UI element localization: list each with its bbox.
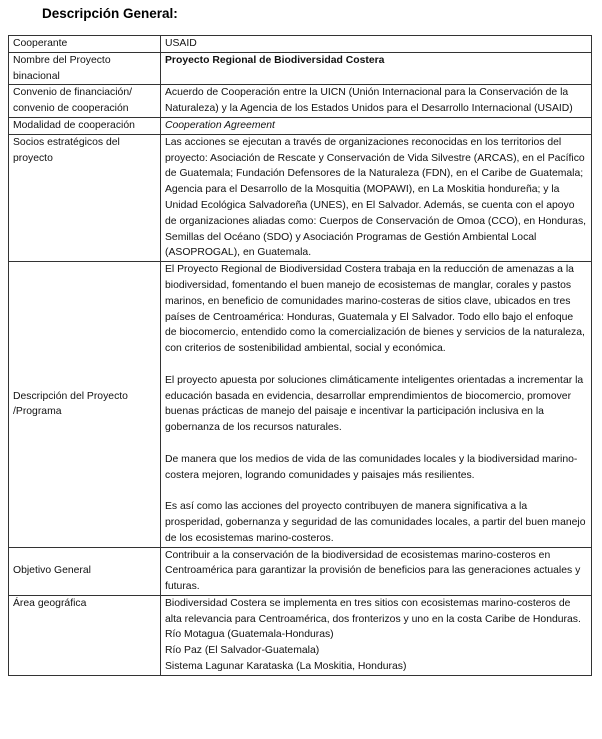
site-item: Río Paz (El Salvador-Guatemala) (165, 645, 320, 657)
row-label: Objetivo General (9, 547, 161, 595)
site-item: Río Motagua (Guatemala-Honduras) (165, 629, 334, 641)
paragraph: El Proyecto Regional de Biodiversidad Costera trabaja en la reducción de amenazas a la biodiversidad, fomentando el buen manejo de ecosistemas de manglar, corales y pastos marinos, en beneficio de comunidades marino-costeras de sitios clave, ubicados en tres países de Centroamérica: Honduras, Guatemala y El Salvador. Todo ello bajo el enfoque de biocomercio, entendido como la comercialización de bienes y servicios de la naturaleza, con criterios de sostenibilidad ambiental, social y económica. (165, 264, 585, 355)
row-value (161, 595, 592, 675)
table-row-cooperante (9, 36, 592, 53)
table-row-objetivo (9, 547, 592, 595)
paragraph: El proyecto apuesta por soluciones climáticamente inteligentes orientadas a incrementar la educación basada en evidencia, desarrollar emprendimientos de biocomercio, promover buenas prácticas de manejo del paisaje e incentivar la participación inclusiva en la gobernanza de los recursos naturales. (165, 374, 584, 434)
project-info-table (8, 35, 592, 676)
area-intro: Biodiversidad Costera se implementa en tres sitios con ecosistemas marino-costeros de alta relevancia para Centroamérica, dos fronterizos y uno en la costa Caribe de Honduras. (165, 597, 581, 625)
site-item: Sistema Lagunar Karataska (La Moskitia, Honduras) (165, 661, 407, 673)
table-row-convenio (9, 85, 592, 118)
table-row-modalidad (9, 117, 592, 134)
row-label: Área geográfica (9, 595, 161, 675)
row-value: Contribuir a la conservación de la biodiversidad de ecosistemas marino-costeros en Centroamérica para garantizar la provisión de beneficios para las generaciones actuales y futuras. (161, 547, 592, 595)
row-label: Cooperante (9, 36, 161, 53)
table-row-nombre (9, 52, 592, 85)
row-label: Nombre del Proyecto binacional (9, 52, 161, 85)
row-value: USAID (161, 36, 592, 53)
row-value: Las acciones se ejecutan a través de organizaciones reconocidas en los territorios del proyecto: Asociación de Rescate y Conservación de Vida Silvestre (ARCAS), en el Pacífico de Guatemala; Fundación Defensores de la Naturaleza (FDN), en el Caribe de Guatemala; Agencia para el Desarrollo de la Mosquitia (MOPAWI), en La Moskitia hondureña; y la Unidad Ecológica Salvadoreña (UNES), en El Salvador. Además, se cuenta con el apoyo de organizaciones aliadas como: Cuerpos de Conservación de Omoa (CCO), en Honduras, Semillas del Océano (SDO) y Asociación Programas de Gestión Ambiental Local (ASOPROGAL), en Guatemala. (161, 134, 592, 261)
row-label: Convenio de financiación/ convenio de cooperación (9, 85, 161, 118)
table-row-socios (9, 134, 592, 261)
table-row-area (9, 595, 592, 675)
row-value: Cooperation Agreement (161, 117, 592, 134)
row-value (161, 262, 592, 547)
row-label: Socios estratégicos del proyecto (9, 134, 161, 261)
table-row-descripcion (9, 262, 592, 547)
paragraph: De manera que los medios de vida de las comunidades locales y la biodiversidad marino-costera mejoren, logrando comunidades y paisajes más resilientes. (165, 453, 578, 481)
section-heading: Descripción General: (42, 6, 178, 21)
row-label: Descripción del Proyecto /Programa (9, 262, 161, 547)
row-value: Acuerdo de Cooperación entre la UICN (Unión Internacional para la Conservación de la Naturaleza) y la Agencia de los Estados Unidos para el Desarrollo Internacional (USAID) (161, 85, 592, 118)
row-value: Proyecto Regional de Biodiversidad Costera (161, 52, 592, 85)
paragraph: Es así como las acciones del proyecto contribuyen de manera significativa a la prosperidad, gobernanza y seguridad de las comunidades locales, a partir del buen manejo de los ecosistemas marino-costeros. (165, 501, 586, 544)
row-label: Modalidad de cooperación (9, 117, 161, 134)
